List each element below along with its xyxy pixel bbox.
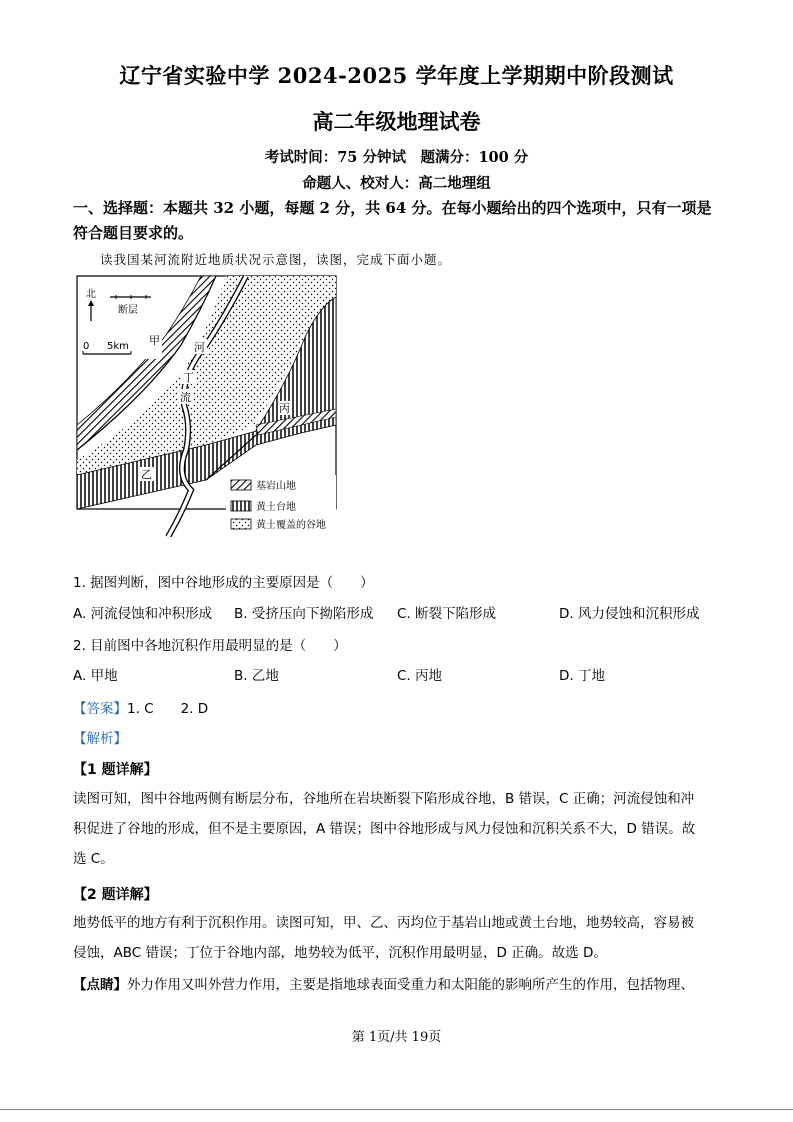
geology-map-figure <box>76 275 338 537</box>
detail-1-body <box>73 784 723 874</box>
north-label: 北 <box>86 289 96 300</box>
detail-1-line: 积促进了谷地的形成，但不是主要原因，A 错误；图中谷地形成与风力侵蚀和沉积关系不大，D 错误。故 <box>73 821 696 837</box>
page-footer: 第 1页/共 19页 <box>351 1030 442 1045</box>
label-bing: 丙 <box>279 402 290 415</box>
question-2-stem: 2. 目前图中各地沉积作用最明显的是（ ） <box>73 638 347 654</box>
question-1-option-a[interactable]: A. 河流侵蚀和冲积形成 <box>73 606 213 622</box>
section-heading: 一、选择题：本题共 32 小题，每题 2 分，共 64 分。在每小题给出的四个选项中，只有一项是符合题目要求的。 <box>73 199 712 242</box>
exam-info: 考试时间：75 分钟试 题满分：100 分 <box>264 149 529 166</box>
note-line <box>73 970 723 1000</box>
label-jia: 甲 <box>149 334 160 347</box>
scale-zero: 0 <box>83 341 90 352</box>
river-label-he: 河 <box>194 341 205 354</box>
label-yi: 乙 <box>141 468 152 481</box>
bottom-rule <box>0 1109 793 1110</box>
detail-1-head: 【1 题详解】 <box>73 762 158 778</box>
question-intro: 读我国某河流附近地质状况示意图，读图，完成下面小题。 <box>100 252 452 267</box>
scale-km: 5km <box>107 341 129 352</box>
legend-valley-label: 黄土覆盖的谷地 <box>256 520 326 531</box>
note-tag: 【点睛】 <box>73 977 127 993</box>
answer-line <box>73 697 208 717</box>
legend-swatch-bedrock <box>231 480 251 490</box>
exam-authors: 命题人、校对人：高二地理组 <box>302 175 491 192</box>
question-2-option-d[interactable]: D. 丁地 <box>559 668 605 684</box>
analysis-tag: 【解析】 <box>73 731 127 747</box>
question-1-stem: 1. 据图判断，图中谷地形成的主要原因是（ ） <box>73 575 374 591</box>
legend-swatch-loess <box>231 501 251 511</box>
detail-2-line: 地势低平的地方有利于沉积作用。读图可知，甲、乙、丙均位于基岩山地或黄土台地，地势较高，容易被 <box>73 915 694 931</box>
detail-1-line: 选 C。 <box>73 851 114 867</box>
question-2-option-a[interactable]: A. 甲地 <box>73 668 118 684</box>
question-1-option-d[interactable]: D. 风力侵蚀和沉积形成 <box>559 606 700 622</box>
answer-tag: 【答案】 <box>73 701 127 717</box>
exam-title: 辽宁省实验中学 2024-2025 学年度上学期期中阶段测试 <box>119 63 674 88</box>
label-ding: 丁 <box>183 371 194 384</box>
note-text: 外力作用又叫外营力作用，主要是指地球表面受重力和太阳能的影响所产生的作用，包括物理、 <box>127 977 694 993</box>
legend-loess-label: 黄土台地 <box>256 502 296 513</box>
detail-2-head: 【2 题详解】 <box>73 887 158 903</box>
question-1-option-b[interactable]: B. 受挤压向下拗陷形成 <box>234 606 374 622</box>
question-1-option-c[interactable]: C. 断裂下陷形成 <box>397 606 497 622</box>
question-2-option-b[interactable]: B. 乙地 <box>234 668 279 684</box>
legend-swatch-valley <box>231 519 251 529</box>
river-label-liu: 流 <box>180 391 191 404</box>
exam-subtitle: 高二年级地理试卷 <box>312 109 481 134</box>
detail-2-body <box>73 908 723 968</box>
detail-1-line: 读图可知，图中谷地两侧有断层分布，谷地所在岩块断裂下陷形成谷地，B 错误，C 正确；河流侵蚀和冲 <box>73 791 695 807</box>
legend-bedrock-label: 基岩山地 <box>256 481 296 492</box>
answer-text: 1. C 2. D <box>127 701 209 717</box>
question-2-option-c[interactable]: C. 丙地 <box>397 668 443 684</box>
detail-2-line: 侵蚀，ABC 错误；丁位于谷地内部，地势较为低平，沉积作用最明显，D 正确。故选 D。 <box>73 945 607 961</box>
fault-legend-label: 断层 <box>118 305 138 316</box>
